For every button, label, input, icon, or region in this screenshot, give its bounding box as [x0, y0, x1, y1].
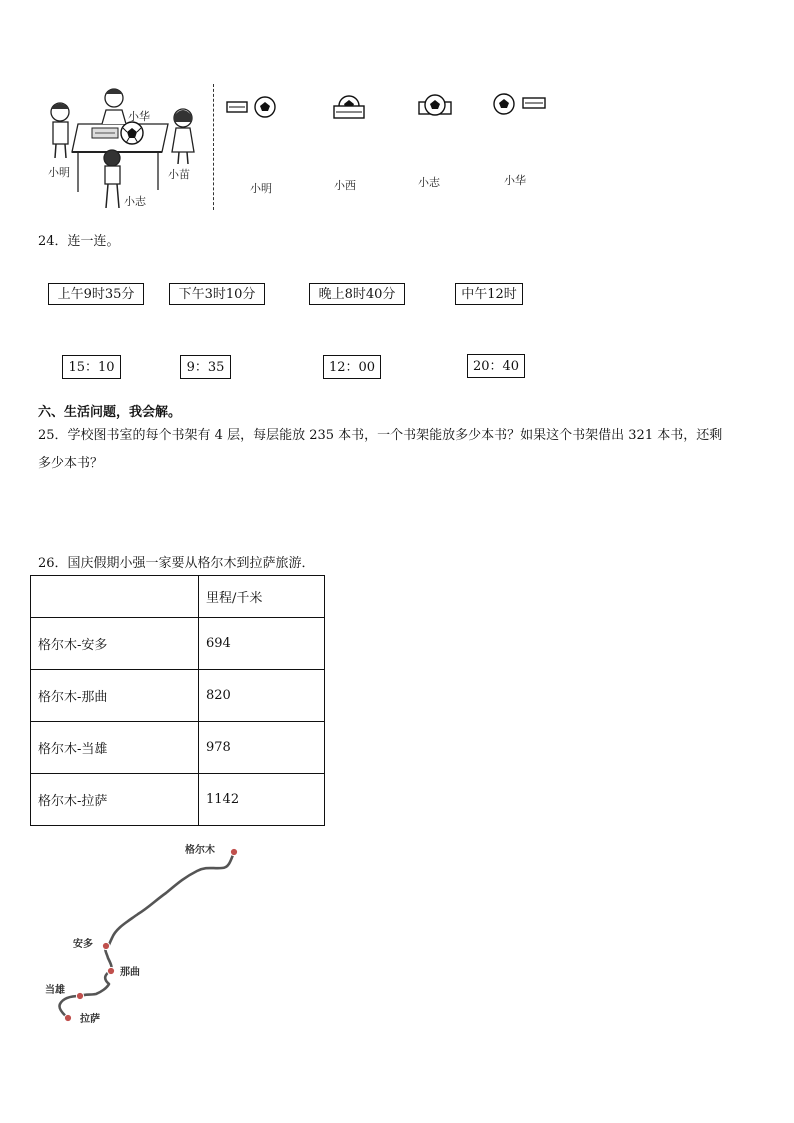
- table-cell-route: 格尔木-那曲: [31, 670, 199, 722]
- distance-table: [30, 575, 325, 826]
- q26-title: 26．国庆假期小强一家要从格尔木到拉萨旅游．: [38, 556, 315, 571]
- soccer-ball-icon: [494, 94, 514, 114]
- option-label-3: 小志: [418, 176, 440, 189]
- box-icon: [227, 102, 247, 112]
- section-6-title: 六、生活问题，我会解。: [38, 405, 182, 420]
- view-option-3: [415, 92, 455, 120]
- soccer-ball-icon: [255, 97, 275, 117]
- divider-dashed: [213, 84, 214, 210]
- time-box-bottom-4[interactable]: 20：40: [467, 354, 525, 378]
- table-cell-distance: 694: [199, 618, 325, 670]
- option-label-4: 小华: [504, 174, 526, 187]
- route-line: [59, 852, 234, 1018]
- child-figure-right: [172, 109, 194, 164]
- table-cell-route: 格尔木-安多: [31, 618, 199, 670]
- q25-text: [38, 422, 768, 478]
- option-label-1: 小明: [250, 182, 272, 195]
- map-label-lhasa: 拉萨: [80, 1014, 100, 1025]
- scene-label-xiaozhi: 小志: [124, 195, 146, 208]
- map-label-amdo: 安多: [73, 939, 93, 950]
- table-cell-distance: 1142: [199, 774, 325, 826]
- table-cell-route: 格尔木-拉萨: [31, 774, 199, 826]
- table-row: [31, 774, 325, 826]
- view-option-1: [225, 96, 281, 120]
- table-header-cell-empty: [31, 576, 199, 618]
- table-header-cell-distance: 里程/千米: [199, 576, 325, 618]
- station-golmud: [230, 848, 237, 855]
- station-lhasa: [64, 1014, 71, 1021]
- child-figure-left: [51, 103, 69, 158]
- route-map: [35, 838, 255, 1030]
- map-label-damxung: 当雄: [45, 985, 65, 996]
- child-figure-back: [102, 89, 126, 124]
- soccer-ball-icon: [425, 95, 445, 115]
- child-figure-front: [104, 150, 120, 208]
- box-icon: [523, 98, 545, 108]
- q25-line-1: 25．学校图书室的每个书架有 4 层，每层能放 235 本书，一个书架能放多少本书？如果这个书架借出 321 本书，还剩: [38, 428, 723, 443]
- scene-label-xiaomiao: 小苗: [168, 168, 190, 181]
- table-cell-distance: 820: [199, 670, 325, 722]
- map-label-nagqu: 那曲: [120, 967, 140, 978]
- table-row: [31, 722, 325, 774]
- table-header-row: [31, 576, 325, 618]
- station-amdo: [102, 942, 109, 949]
- view-option-4: [491, 92, 549, 116]
- q25-line-2: 多少本书？: [38, 456, 104, 471]
- station-nagqu: [107, 967, 114, 974]
- time-box-top-2[interactable]: 下午3时10分: [169, 283, 265, 305]
- q24-title: 24．连一连。: [38, 234, 120, 249]
- map-label-golmud: 格尔木: [185, 845, 215, 856]
- scene-label-xiaohua: 小华: [128, 110, 150, 123]
- table-row: [31, 618, 325, 670]
- time-box-bottom-2[interactable]: 9：35: [180, 355, 231, 379]
- view-option-2: [331, 94, 367, 122]
- station-damxung: [76, 992, 83, 999]
- table-cell-distance: 978: [199, 722, 325, 774]
- box-icon: [334, 106, 364, 118]
- soccer-ball-icon: [121, 122, 143, 144]
- table-row: [31, 670, 325, 722]
- table-cell-route: 格尔木-当雄: [31, 722, 199, 774]
- time-box-bottom-1[interactable]: 15：10: [62, 355, 121, 379]
- time-box-top-1[interactable]: 上午9时35分: [48, 283, 144, 305]
- scene-label-xiaoming: 小明: [48, 166, 70, 179]
- time-box-bottom-3[interactable]: 12：00: [323, 355, 381, 379]
- time-box-top-3[interactable]: 晚上8时40分: [309, 283, 405, 305]
- option-label-2: 小西: [334, 179, 356, 192]
- time-box-top-4[interactable]: 中午12时: [455, 283, 523, 305]
